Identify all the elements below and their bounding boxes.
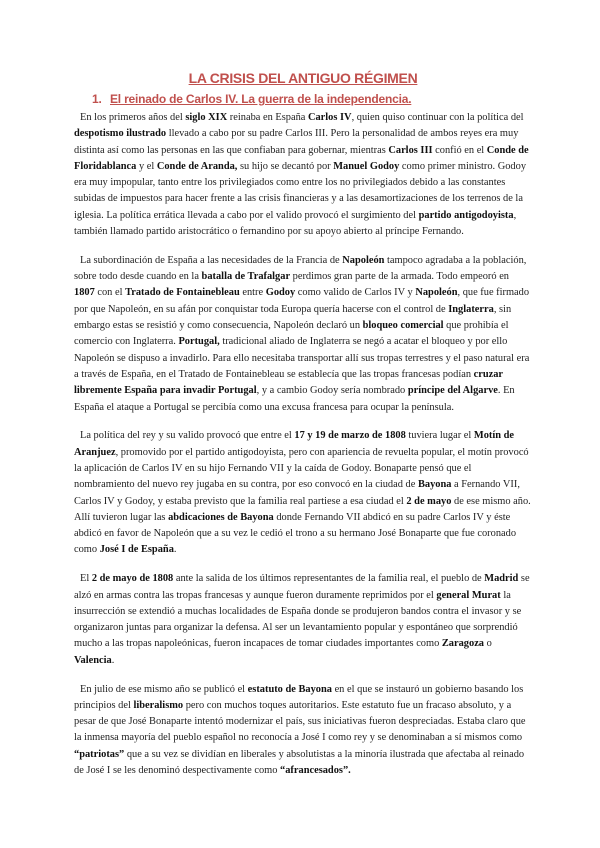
text-run: , promovido por el partido antigodoyista, pero con apariencia de revuelta popular, el motín provocó la aplicación de Carlos IV en su hijo Fernando VII y la caída de Godoy. Bonaparte pensó que el nombramiento del nuevo rey jugaba en su contra, por eso convocó en la ciudad de <box>74 446 529 491</box>
text-run: La subordinación de España a las necesidades de la Francia de <box>80 254 343 266</box>
text-run: , también llamado partido aristocrático o fernandino por su apoyo abierto al príncipe Fernando. <box>74 209 517 238</box>
text-run: El <box>80 573 92 585</box>
text-run: que a su vez se dividían en liberales y absolutistas a la minoría ilustrada que afectaba al reinado de José I se les denominó despectivamente como <box>74 748 525 776</box>
bold-term: partido antigodoyista <box>418 209 514 221</box>
paragraph-godoy <box>74 110 532 240</box>
bold-term: Manuel Godoy <box>333 160 400 172</box>
bold-term: Godoy <box>265 287 296 299</box>
text-run: con el <box>94 287 126 299</box>
bold-term: estatuto de Bayona <box>247 683 332 695</box>
bold-term: bloqueo comercial <box>362 320 444 332</box>
section-number: 1. <box>92 92 102 106</box>
bold-term: Carlos III <box>388 144 433 156</box>
bold-term: Napoleón <box>415 287 458 299</box>
text-run: En los primeros años del <box>80 112 186 123</box>
section-heading <box>92 92 532 106</box>
bold-term: José I de España <box>99 544 174 556</box>
bold-term: Conde de Aranda, <box>156 160 238 172</box>
bold-term: 2 de mayo de 1808 <box>91 573 174 585</box>
text-run: confió en el <box>432 144 487 156</box>
bold-term: 2 de mayo <box>406 495 452 507</box>
text-run: o <box>484 638 492 650</box>
bold-term: Madrid <box>484 573 519 585</box>
text-run: pero con muchos toques autoritarios. Este estatuto fue un fracaso absoluto, y a pesar de que José Bonaparte intentó modernizar el país, sus iniciativas fueron despreciadas. Estaba claro que la inmensa mayoría del pueblo español no reconocía a José I como rey y se denominaban a sí mismos como <box>74 699 526 744</box>
text-run: , quien quiso continuar con la política del <box>351 112 524 123</box>
bold-term: Conde de Floridablanca <box>74 144 529 172</box>
text-run: en el que se instauró un gobierno basando los principios del <box>74 683 524 711</box>
text-run: como valido de Carlos IV y <box>295 287 416 299</box>
text-run: reinaba en España <box>227 112 308 123</box>
bold-term: cruzar libremente España para invadir Portugal <box>74 368 503 397</box>
text-run: , y a cambio Godoy sería nombrado <box>256 385 408 397</box>
paragraph-aranjuez-bayona <box>74 428 532 558</box>
text-run: . En España el ataque a Portugal se percibía como una excusa francesa para ocupar la península. <box>74 385 515 413</box>
bold-term: batalla de Trafalgar <box>201 271 291 283</box>
text-run: y el <box>136 160 157 172</box>
bold-term: Motín de Aranjuez <box>74 430 515 458</box>
text-run: tampoco agradaba a la población, sobre todo desde cuando en la <box>74 254 527 283</box>
bold-term: 1807 <box>74 287 95 299</box>
document-body <box>74 110 532 779</box>
bold-term: Inglaterra <box>448 303 494 315</box>
text-run: a Fernando VII, Carlos IV y Godoy, y estaba previsto que la familia real partiese a esa ciudad el <box>74 479 520 507</box>
bold-term: Napoleón <box>342 254 385 266</box>
bold-term: 17 y 19 de marzo de 1808 <box>294 430 406 442</box>
text-run: la insurrección se extendió a muchas localidades de España donde se produjeron bandos contra el invasor y se organizaron juntas para organizar la defensa. Al ser un levantamiento popular y espontáneo que sorprendió mucho a las tropas napoleónicas, fueron incapaces de tomar ciudades importantes como <box>74 589 522 650</box>
document-title: LA CRISIS DEL ANTIGUO RÉGIMEN <box>188 70 418 86</box>
text-run: , que fue firmado por que Napoleón, en su afán por conquistar toda Europa quería hacerse con el control de <box>74 287 530 315</box>
bold-term: príncipe del Algarve <box>407 385 498 397</box>
bold-term: despotismo ilustrado <box>74 128 167 140</box>
text-run: que prohibía el comercio con Inglaterra. <box>74 320 509 348</box>
text-run: entre <box>239 287 266 299</box>
text-run: En julio de ese mismo año se publicó el <box>80 683 248 695</box>
bold-term: “patriotas” <box>74 748 125 760</box>
text-run: , sin embargo estas se resistió y como consecuencia, Napoleón declaró un <box>74 303 512 332</box>
text-run: La política del rey y su valido provocó que entre el <box>80 430 295 442</box>
bold-term: abdicaciones de Bayona <box>168 511 274 523</box>
text-run: llevado a cabo por su padre Carlos III. Pero la personalidad de ambos reyes era muy distinta así como las personas en las que confiaban para gobernar, mientras <box>74 128 519 156</box>
paragraph-dos-de-mayo <box>74 571 532 669</box>
bold-term: general Murat <box>436 589 501 601</box>
bold-term: Zaragoza <box>441 638 485 650</box>
text-run: tuviera lugar el <box>405 430 474 442</box>
bold-term: Tratado de Fontainebleau <box>125 287 240 299</box>
text-run: perdimos gran parte de la armada. Todo empeoró en <box>290 271 509 283</box>
text-run: . <box>111 654 115 666</box>
text-run: . <box>173 544 177 556</box>
bold-term: Carlos IV <box>307 112 352 123</box>
text-run: donde Fernando VII abdicó en su padre Carlos IV y éste abdicó en favor de Napoleón que a su vez le cedió el trono a su hermano José Bonaparte que fue coronado como <box>74 511 517 556</box>
section-heading-text: El reinado de Carlos IV. La guerra de la independencia. <box>110 92 412 106</box>
bold-term: liberalismo <box>133 699 184 711</box>
bold-term: siglo XIX <box>185 112 228 123</box>
text-run: su hijo se decantó por <box>237 160 334 172</box>
paragraph-estatuto-bayona <box>74 682 532 780</box>
text-run: tradicional aliado de Inglaterra se negó a acatar el bloqueo y por ello Napoleón se dispuso a invadirlo. Para ello necesitaba transportar allí sus tropas terrestres y el paso natural era a través de España, en el Tratado de Fontainebleau se establecía que las tropas francesas podían <box>74 336 530 380</box>
bold-term: Portugal, <box>178 336 220 348</box>
text-run: de ese mismo año. Allí tuvieron lugar las <box>74 495 531 523</box>
bold-term: Bayona <box>417 479 452 491</box>
paragraph-fontainebleau <box>74 253 532 416</box>
bold-term: Valencia <box>74 654 112 666</box>
text-run: como primer ministro. Godoy era muy impopular, tanto entre los privilegiados como entre los no privilegiados debido a las constantes subidas de impuestos para hacer frente a las crisis financieras y a las desamortizaciones de los terrenos de la iglesia. La política errática llevada a cabo por el valido provocó el surgimiento del <box>74 160 527 221</box>
text-run: se alzó en armas contra las tropas francesas y aunque fueron duramente reprimidos por el <box>74 573 530 601</box>
text-run: ante la salida de los últimos representantes de la familia real, el pueblo de <box>173 573 485 585</box>
bold-term: “afrancesados”. <box>280 764 351 776</box>
